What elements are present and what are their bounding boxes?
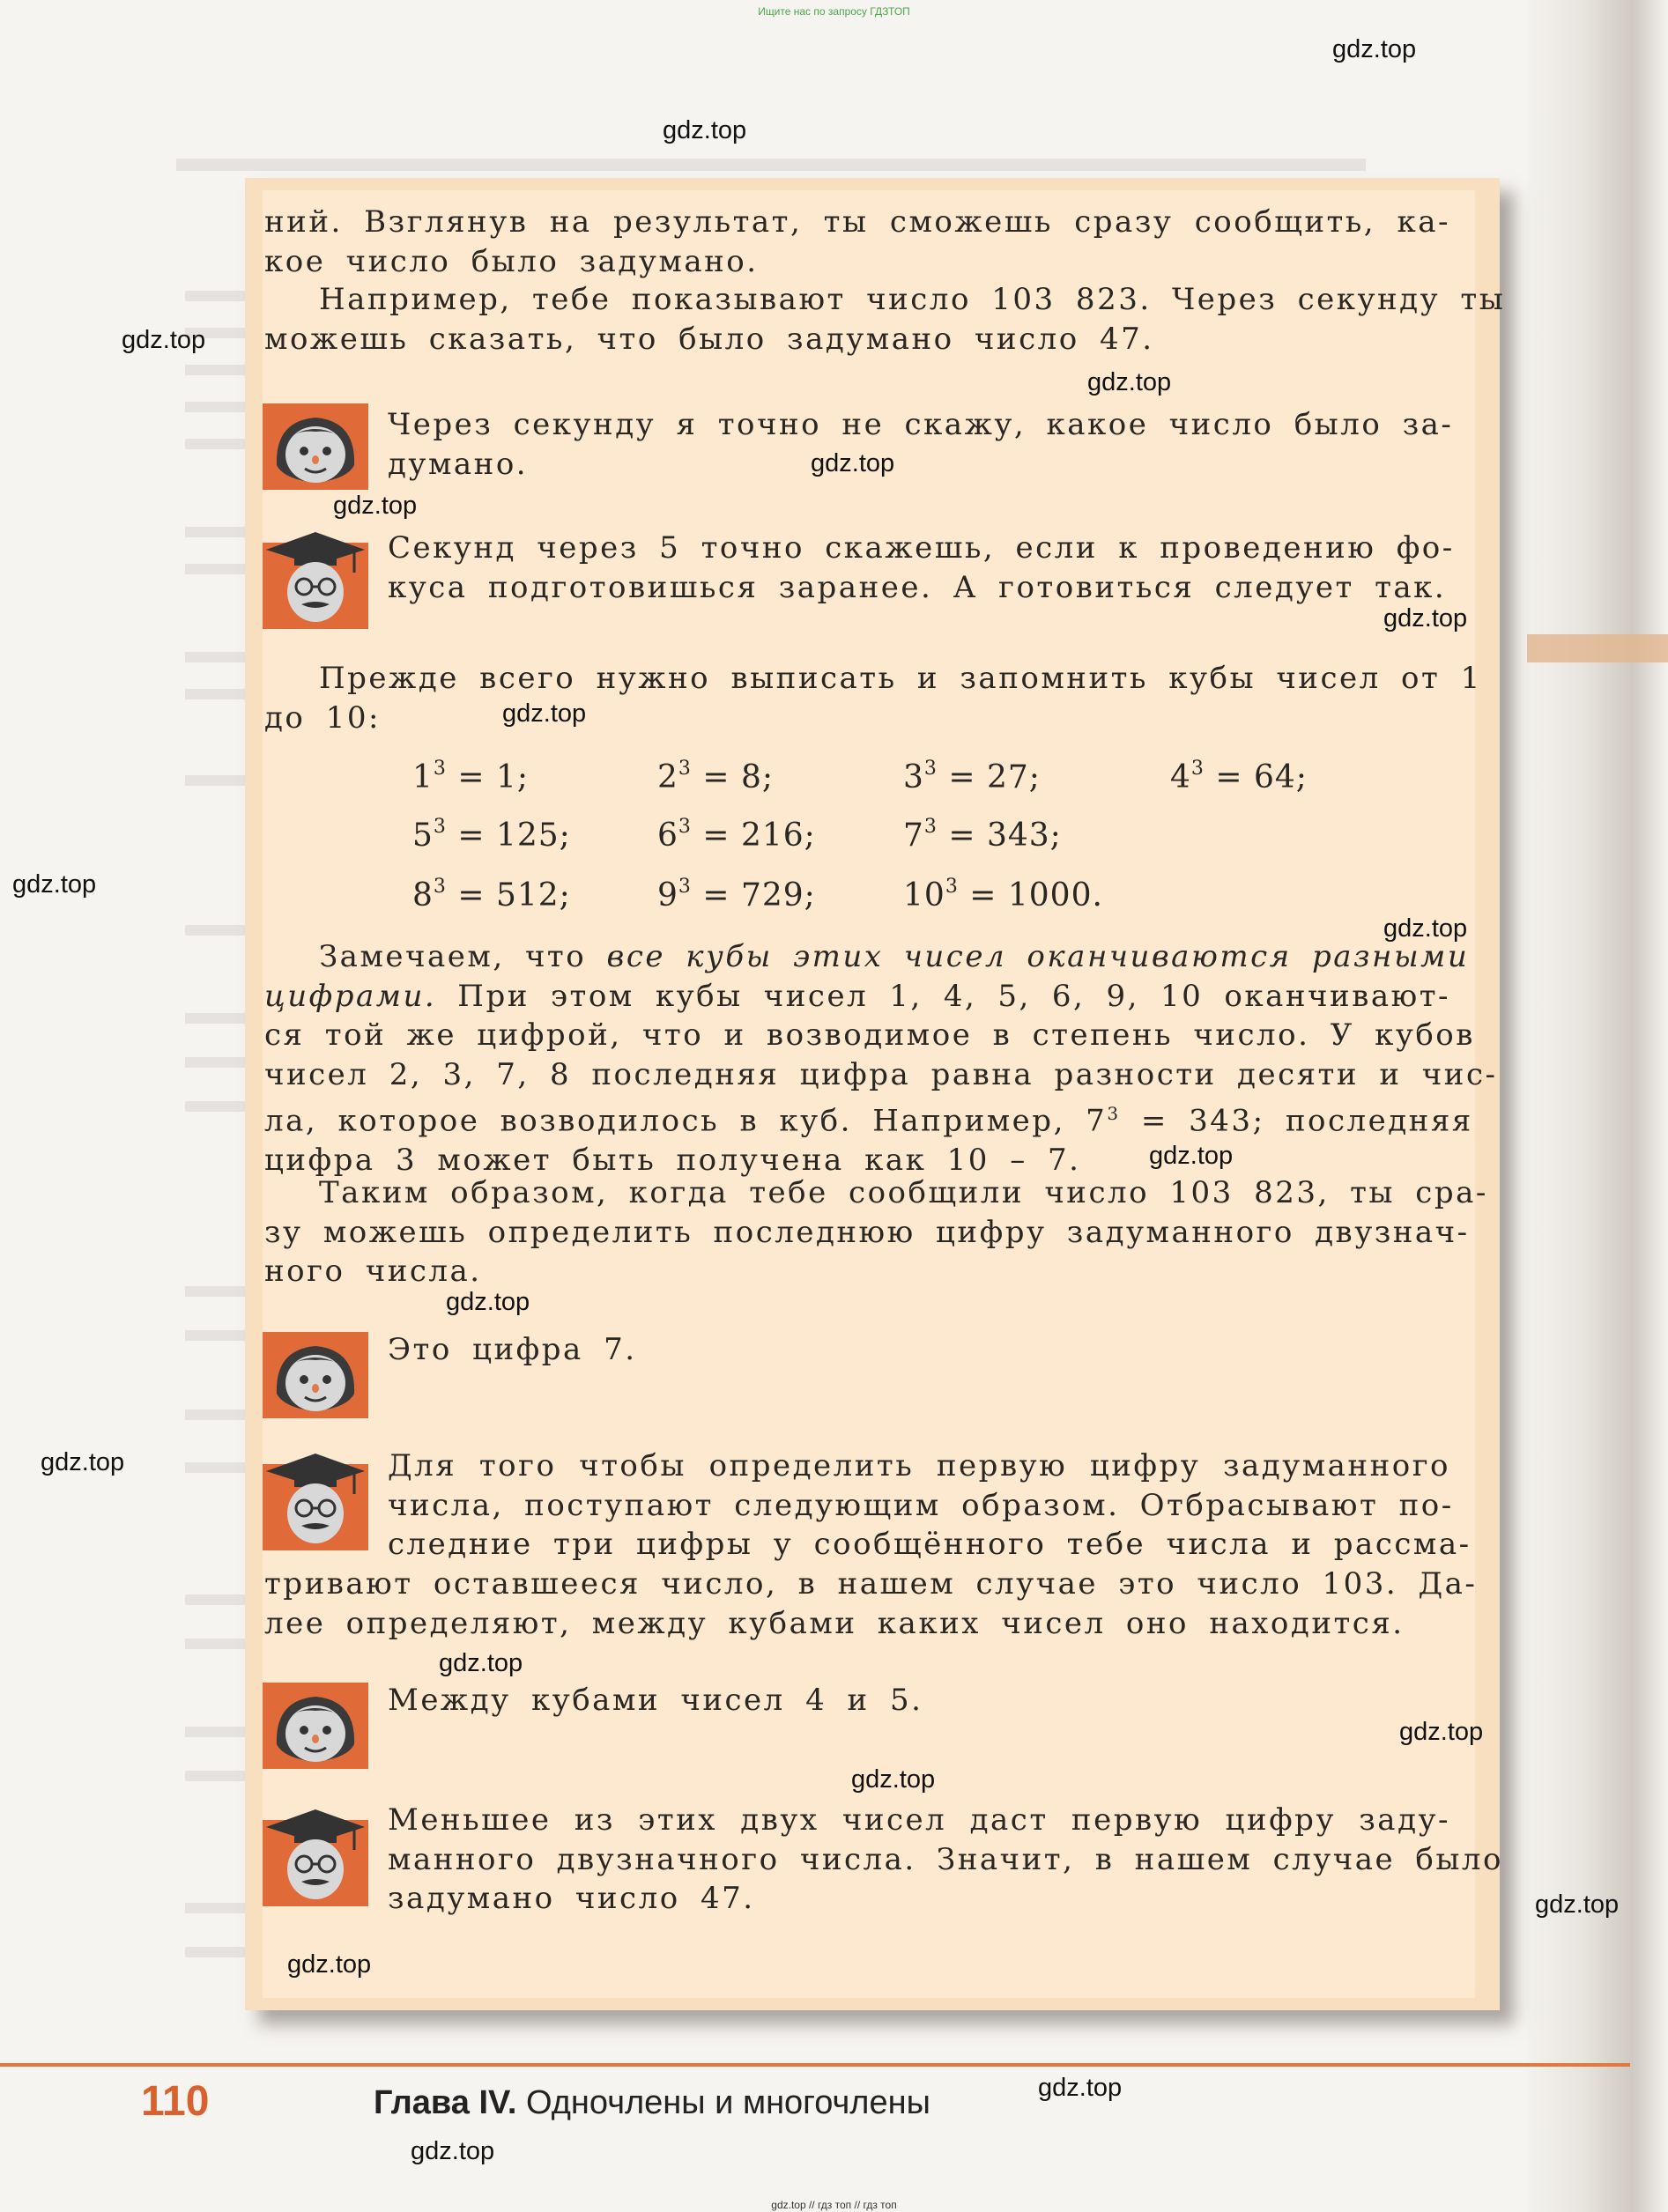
cube-3: $3^3 = 27$; [903,758,1041,795]
watermark: gdz.top [1332,35,1417,63]
watermark: gdz.top [446,1288,530,1316]
watermark: gdz.top [1399,1718,1484,1746]
watermark: gdz.top [1087,368,1172,396]
cube-1: $1^3 = 1$; [412,758,530,795]
cube-8: $8^3 = 512$; [412,876,571,914]
girl-avatar-icon [263,403,368,490]
cube-10: $10^3 = 1000$. [903,876,1103,914]
watermark: gdz.top [1535,1890,1620,1919]
paragraph-cubes-intro: Прежде всего нужно выписать и запомнить кубы чисел от 1 до 10: [264,661,1482,736]
page-number: 110 [141,2078,210,2125]
dialogue-professor-2: Для того чтобы определить первую цифру задуманного числа, поступают следующим образом. Отбрасывают по- следние три цифры у сообщённого тебе числа и рассма- [388,1448,1472,1563]
cube-7: $7^3 = 343$; [903,816,1062,854]
dialogue-girl-1: Через секунду я точно не скажу, какое число было за- думано. [388,407,1454,482]
watermark: gdz.top [122,326,206,354]
paragraph-example: Например, тебе показывают число 103 823. Через секунду ты можешь сказать, что было задумано число 47. [264,282,1506,357]
cube-2: $2^3 = 8$; [657,758,775,795]
dialogue-professor-1: Секунд через 5 точно скажешь, если к проведению фо- куса подготовишься заранее. А готовиться следует так. [388,530,1455,605]
watermark: gdz.top [1383,914,1468,943]
cube-5: $5^3 = 125$; [412,816,571,854]
watermark: gdz.top [502,699,587,728]
watermark: gdz.top [851,1765,936,1794]
girl-avatar-icon [263,1332,368,1418]
dialogue-professor-2-continued: тривают оставшееся число, в нашем случае это число 103. Да- лее определяют, между кубами каких чисел оно находится. [264,1566,1478,1641]
watermark: gdz.top [1038,2074,1123,2102]
watermark: gdz.top [41,1448,125,1476]
paragraph-intro: ний. Взглянув на результат, ты сможешь сразу сообщить, ка- кое число было задумано. [264,204,1450,279]
watermark: gdz.top [1383,604,1468,633]
watermark: gdz.top [439,1649,523,1677]
cube-4: $4^3 = 64$; [1170,758,1308,795]
watermark: gdz.top [333,492,418,520]
cube-9: $9^3 = 729$; [657,876,816,914]
girl-avatar-icon [263,1683,368,1769]
dialogue-girl-2: Это цифра 7. [388,1332,637,1367]
watermark: gdz.top [12,870,97,899]
page-edge-accent [1527,634,1668,662]
watermark: gdz.top [811,449,895,477]
watermark: gdz.top [411,2137,495,2165]
footer-rule [0,2063,1630,2067]
paragraph-observation: Замечаем, что все кубы этих чисел оканчиваются разными цифрами. При этом кубы чисел 1, 4, 5, 6, 9, 10 оканчивают- ся той же цифрой, что и возводимое в степень число. У кубов чисел 2, 3, 7, 8 последняя цифра равна разности десяти и чис- ла, которое возводилось в куб. Например, $7^3 = 343$; последняя цифра 3 может быть получена как 10 – 7. [264,939,1498,1179]
watermark: gdz.top [287,1950,372,1979]
page-edge-shadow [1527,0,1668,2212]
top-banner[interactable]: Ищите нас по запросу ГДЗТОП [758,5,910,18]
dialogue-girl-3: Между кубами чисел 4 и 5. [388,1683,923,1718]
watermark: gdz.top [663,116,747,144]
paragraph-conclusion: Таким образом, когда тебе сообщили число 103 823, ты сра- зу можешь определить последнюю цифру задуманного двузнач- ного числа. [264,1175,1488,1290]
cube-6: $6^3 = 216$; [657,816,816,854]
professor-avatar-icon [263,1454,368,1550]
watermark: gdz.top [1149,1142,1234,1170]
dialogue-professor-3: Меньшее из этих двух чисел даст первую цифру заду- манного двузначного числа. Значит, в нашем случае было задумано число 47. [388,1802,1503,1917]
chapter-title: Глава IV. Одночлены и многочлены [374,2084,930,2121]
professor-avatar-icon [263,532,368,629]
bottom-banner[interactable]: gdz.top // гдз топ // гдз топ [771,2199,897,2211]
professor-avatar-icon [263,1809,368,1906]
